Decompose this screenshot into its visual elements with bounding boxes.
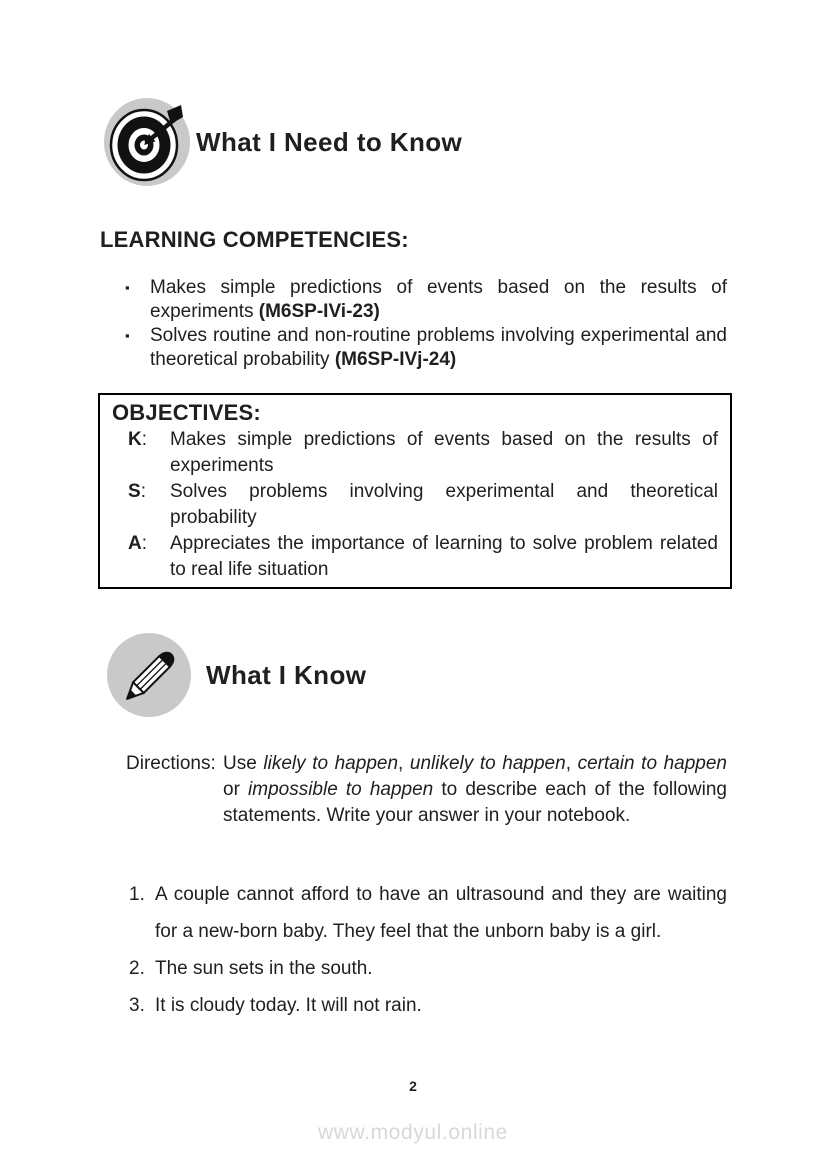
directions (126, 751, 727, 829)
competency-text (150, 324, 727, 372)
objective-item-s (128, 479, 718, 531)
competency-code: (M6SP-IVi-23) (258, 301, 380, 322)
objective-key (128, 479, 170, 531)
text-segment: Use (223, 753, 264, 774)
target-icon (103, 97, 191, 187)
statement-text: The sun sets in the south. (155, 958, 373, 979)
text-segment: , (398, 753, 410, 774)
text-segment-italic: unlikely to happen (409, 753, 566, 774)
page-number: 2 (409, 1078, 417, 1094)
text-segment: , (565, 753, 578, 774)
text-segment-italic: likely to happen (263, 753, 399, 774)
objective-item-k (128, 427, 718, 479)
bullet-icon: ▪ (125, 328, 130, 343)
list-item (129, 876, 727, 950)
objective-key-letter: K (128, 429, 142, 450)
pencil-icon (106, 631, 192, 719)
objective-key-letter: A (128, 533, 142, 554)
text-segment: Solves routine and non-routine problems involving experimental and theoretical probability (150, 325, 727, 370)
section-header-what-i-need-to-know (103, 97, 462, 187)
competency-text (150, 276, 727, 324)
objectives-box (98, 393, 732, 589)
list-item (129, 987, 727, 1024)
list-item (129, 950, 727, 987)
statement-text: It is cloudy today. It will not rain. (155, 995, 422, 1016)
objectives-heading: OBJECTIVES: (112, 400, 261, 425)
objective-key-colon: : (140, 481, 146, 502)
page-title: What I Need to Know (196, 126, 463, 157)
objective-key (128, 531, 170, 583)
text-segment-italic: certain to happen (577, 753, 728, 774)
list-item (125, 276, 727, 324)
section-title: What I Know (206, 659, 367, 690)
text-segment: Makes simple predictions of events based on the results of experiments (150, 277, 727, 322)
statement-text: A couple cannot afford to have an ultrasound and they are waiting for a new-born baby. They feel that the unborn baby is a girl. (155, 884, 727, 942)
objective-key-letter: S (128, 481, 141, 502)
objective-key-colon: : (141, 533, 148, 554)
item-number: 1. (129, 884, 145, 905)
directions-text (223, 751, 727, 829)
directions-label: Directions: (126, 753, 216, 774)
learning-competencies-heading: LEARNING COMPETENCIES: (100, 227, 409, 252)
competency-code: (M6SP-IVj-24) (334, 349, 457, 370)
item-number: 2. (129, 958, 145, 979)
objective-text: Solves problems involving experimental and theoretical probability (170, 481, 718, 528)
item-number: 3. (129, 995, 145, 1016)
text-segment: to describe each of the following statements. Write your answer in your notebook. (223, 779, 727, 826)
text-segment: or (223, 779, 249, 800)
objective-item-a (128, 531, 718, 583)
objective-key (128, 427, 170, 479)
section-header-what-i-know (106, 631, 366, 719)
watermark: www.modyul.online (318, 1121, 508, 1144)
text-segment-italic: impossible to happen (248, 779, 434, 800)
statements-list (129, 876, 727, 1024)
objective-key-colon: : (141, 429, 148, 450)
bullet-icon: ▪ (125, 280, 130, 295)
objective-text: Makes simple predictions of events based on the results of experiments (170, 429, 718, 476)
competencies-list (125, 276, 727, 372)
objective-text: Appreciates the importance of learning to solve problem related to real life situation (170, 533, 718, 580)
list-item (125, 324, 727, 372)
